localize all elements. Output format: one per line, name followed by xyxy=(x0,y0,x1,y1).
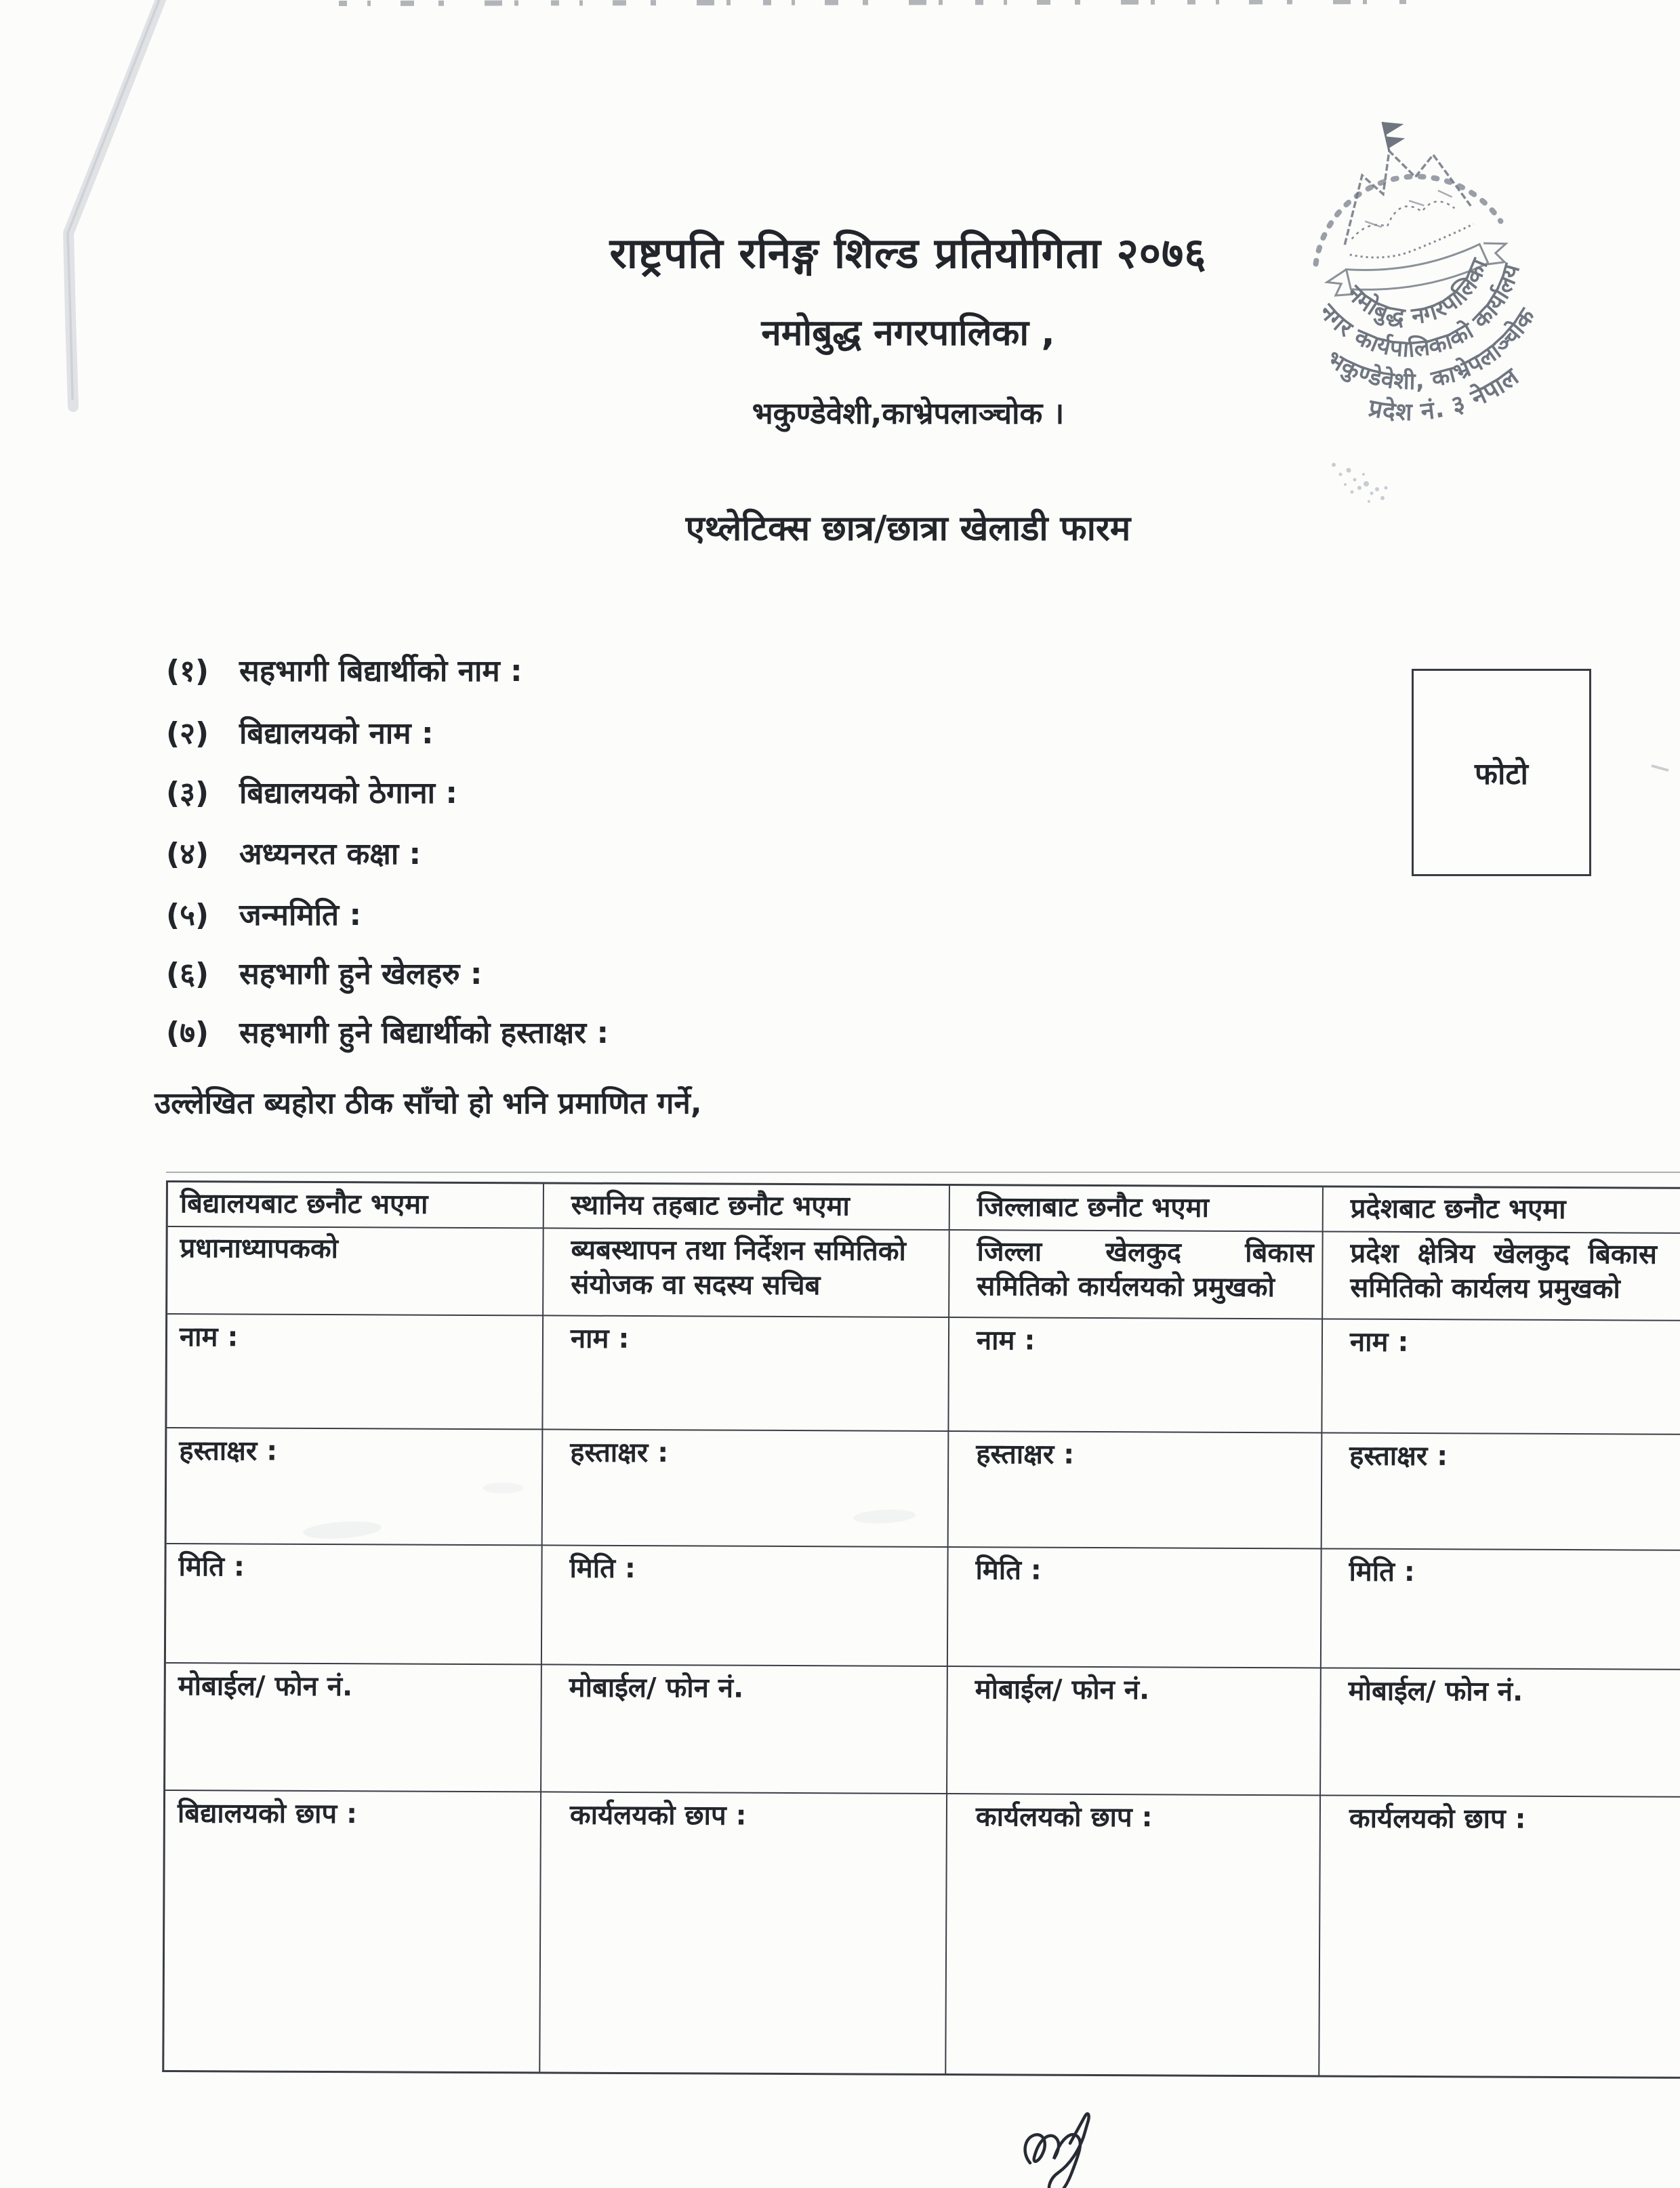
col-district-header: जिल्लाबाट छनौट भएमा xyxy=(950,1186,1324,1232)
field-school-address xyxy=(166,771,457,812)
signature-squiggle xyxy=(1025,2113,1089,2188)
ink-speckle-smudge xyxy=(1332,463,1388,503)
signature-cell: हस्ताक्षर : xyxy=(949,1432,1323,1549)
field-school-name xyxy=(166,711,434,752)
field-number: (२) xyxy=(166,716,209,751)
col-school-header: बिद्यालयबाट छनौट भएमा xyxy=(168,1182,544,1229)
certification-line: उल्लेखित ब्यहोरा ठीक साँचो हो भनि प्रमाणित गर्ने, xyxy=(155,1086,702,1121)
field-dob xyxy=(166,893,361,934)
col-school-subheader: प्रधानाध्यापकको xyxy=(167,1227,544,1316)
field-number: (५) xyxy=(166,898,209,932)
seal-text-arc1: नमोबुद्ध नगरपालिका xyxy=(1341,254,1494,331)
mobile-cell: मोबाईल/ फोन नं. xyxy=(1321,1668,1680,1798)
date-cell: मिति : xyxy=(948,1548,1322,1668)
page-title: राष्ट्रपति रनिङ्ग शिल्ड प्रतियोगिता २०७६ xyxy=(609,228,1207,278)
field-student-signature xyxy=(166,1011,609,1052)
col-province-header: प्रदेशबाट छनौट भएमा xyxy=(1324,1187,1680,1234)
seal-text-arc2: नगर कार्यपालिकाको कार्यालय xyxy=(1313,260,1526,363)
top-edge-specks xyxy=(339,1,1406,3)
mobile-cell: मोबाईल/ फोन नं. xyxy=(947,1667,1322,1796)
seal-text-arc4: प्रदेश नं. ३ नेपाल xyxy=(1366,363,1525,427)
col-district-subheader: जिल्ला खेलकुद बिकास समितिको कार्यलयको प्रमुखको xyxy=(949,1231,1324,1319)
field-number: (७) xyxy=(166,1016,209,1050)
col-province-subheader: प्रदेश क्षेत्रिय खेलकुद बिकास समितिको कार्यलय प्रमुखको xyxy=(1323,1232,1680,1321)
photo-box-label: फोटो xyxy=(1475,757,1528,791)
municipality-address: भकुण्डेवेशी,काभ्रेपलाञ्चोक । xyxy=(752,396,1065,431)
field-label: सहभागी हुने बिद्यार्थीको हस्ताक्षर : xyxy=(239,1016,609,1050)
col-local-header: स्थानिय तहबाट छनौट भएमा xyxy=(544,1184,950,1231)
name-cell: नाम : xyxy=(167,1315,544,1430)
field-label: जन्ममिति : xyxy=(239,898,362,932)
col-local-subheader: ब्यबस्थापन तथा निर्देशन समितिको संयोजक वा सदस्य सचिब xyxy=(544,1229,950,1318)
signature-cell: हस्ताक्षर : xyxy=(1322,1433,1680,1551)
mobile-cell: मोबाईल/ फोन नं. xyxy=(541,1665,948,1794)
date-cell: मिति : xyxy=(166,1544,543,1665)
edge-tick-mark xyxy=(1652,766,1668,770)
name-cell: नाम : xyxy=(949,1318,1323,1433)
field-number: (६) xyxy=(166,957,209,991)
table-top-thin-line xyxy=(166,1172,1680,1173)
date-cell: मिति : xyxy=(1322,1549,1680,1670)
date-cell: मिति : xyxy=(542,1546,949,1667)
field-class xyxy=(166,832,421,873)
municipality-name: नमोबुद्ध नगरपालिका , xyxy=(761,312,1055,354)
field-label: सहभागी बिद्यार्थीको नाम : xyxy=(239,654,523,688)
field-number: (४) xyxy=(166,837,209,871)
photo-box xyxy=(1412,669,1591,876)
field-label: सहभागी हुने खेलहरु : xyxy=(239,957,483,991)
signature-cell: हस्ताक्षर : xyxy=(167,1428,544,1546)
signature-cell: हस्ताक्षर : xyxy=(543,1430,949,1548)
field-number: (१) xyxy=(166,654,209,688)
office-stamp-cell: कार्यलयको छाप : xyxy=(1319,1796,1680,2077)
mobile-cell: मोबाईल/ फोन नं. xyxy=(165,1664,542,1792)
nepal-flag-icon xyxy=(1382,117,1409,151)
office-stamp-cell: कार्यलयको छाप : xyxy=(540,1792,947,2073)
approval-table xyxy=(162,1180,1680,2079)
field-label: बिद्यालयको नाम : xyxy=(239,716,434,751)
form-title: एथ्लेटिक्स छात्र/छात्रा खेलाडी फारम xyxy=(685,509,1131,549)
field-number: (३) xyxy=(166,776,209,810)
field-label: बिद्यालयको ठेगाना : xyxy=(239,776,457,810)
name-cell: नाम : xyxy=(1322,1319,1680,1435)
office-stamp-cell: कार्यलयको छाप : xyxy=(946,1794,1321,2075)
name-cell: नाम : xyxy=(543,1316,949,1432)
seal-text-arc3: भकुण्डेवेशी, काभ्रेपलाञ्चोक xyxy=(1322,303,1541,396)
school-stamp-cell: बिद्यालयको छाप : xyxy=(164,1791,541,2071)
field-student-name xyxy=(166,649,523,690)
field-games xyxy=(166,952,482,993)
field-label: अध्यनरत कक्षा : xyxy=(239,837,422,871)
